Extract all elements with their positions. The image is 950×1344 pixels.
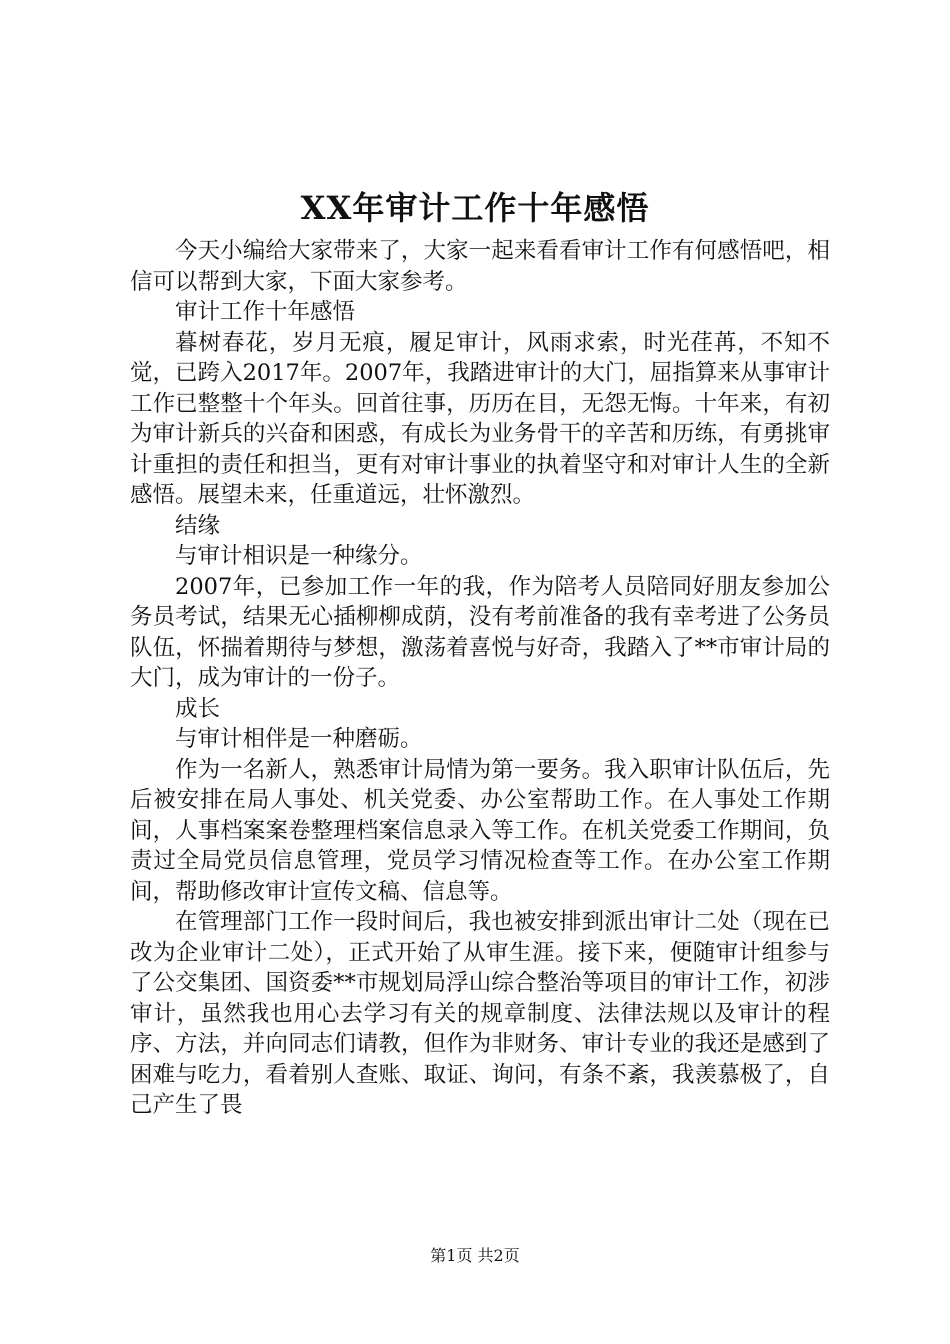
page-footer: 第1页 共2页 xyxy=(430,1246,520,1265)
paragraph-chengzhang-body-2: 在管理部门工作一段时间后，我也被安排到派出审计二处（现在已改为企业审计二处），正式开始了从审生涯。接下来，便随审计组参与了公交集团、国资委**市规划局浮山综合整治等项目的审计工作，初涉审计，虽然我也用心去学习有关的规章制度、法律法规以及审计的程序、方法，并向同志们请教，但作为非财务、审计专业的我还是感到了困难与吃力，看着别人查账、取证、询问，有条不紊，我羡慕极了，自己产生了畏 xyxy=(130,909,830,1118)
document-body xyxy=(130,236,830,1121)
paragraph-jieyuan-body: 2007年，已参加工作一年的我，作为陪考人员陪同好朋友参加公务员考试，结果无心插柳柳成荫，没有考前准备的我有幸考进了公务员队伍，怀揣着期待与梦想，激荡着喜悦与好奇，我踏入了**市审计局的大门，成为审计的一份子。 xyxy=(130,573,830,691)
paragraph-subtitle: 审计工作十年感悟 xyxy=(175,299,356,325)
paragraph-intro: 今天小编给大家带来了，大家一起来看看审计工作有何感悟吧，相信可以帮到大家，下面大家参考。 xyxy=(130,238,830,295)
document-title: XX年审计工作十年感悟 xyxy=(300,189,650,227)
paragraph-jieyuan-lead: 与审计相识是一种缘分。 xyxy=(175,543,423,569)
paragraph-opening: 暮树春花，岁月无痕，履足审计，风雨求索，时光荏苒，不知不觉，已跨入2017年。2007年，我踏进审计的大门，屈指算来从事审计工作已整整十个年头。回首往事，历历在目，无怨无悔。十年来，有初为审计新兵的兴奋和困惑，有成长为业务骨干的辛苦和历练，有勇挑审计重担的责任和担当，更有对审计事业的执着坚守和对审计人生的全新感悟。展望未来，任重道远，壮怀激烈。 xyxy=(130,329,830,508)
paragraph-chengzhang-lead: 与审计相伴是一种磨砺。 xyxy=(175,726,423,752)
section-heading-chengzhang: 成长 xyxy=(175,695,221,722)
paragraph-chengzhang-body-1: 作为一名新人，熟悉审计局情为第一要务。我入职审计队伍后，先后被安排在局人事处、机关党委、办公室帮助工作。在人事处工作期间，人事档案案卷整理档案信息录入等工作。在机关党委工作期间，负责过全局党员信息管理，党员学习情况检查等工作。在办公室工作期间，帮助修改审计宣传文稿、信息等。 xyxy=(130,756,830,905)
section-heading-jieyuan: 结缘 xyxy=(175,512,221,539)
